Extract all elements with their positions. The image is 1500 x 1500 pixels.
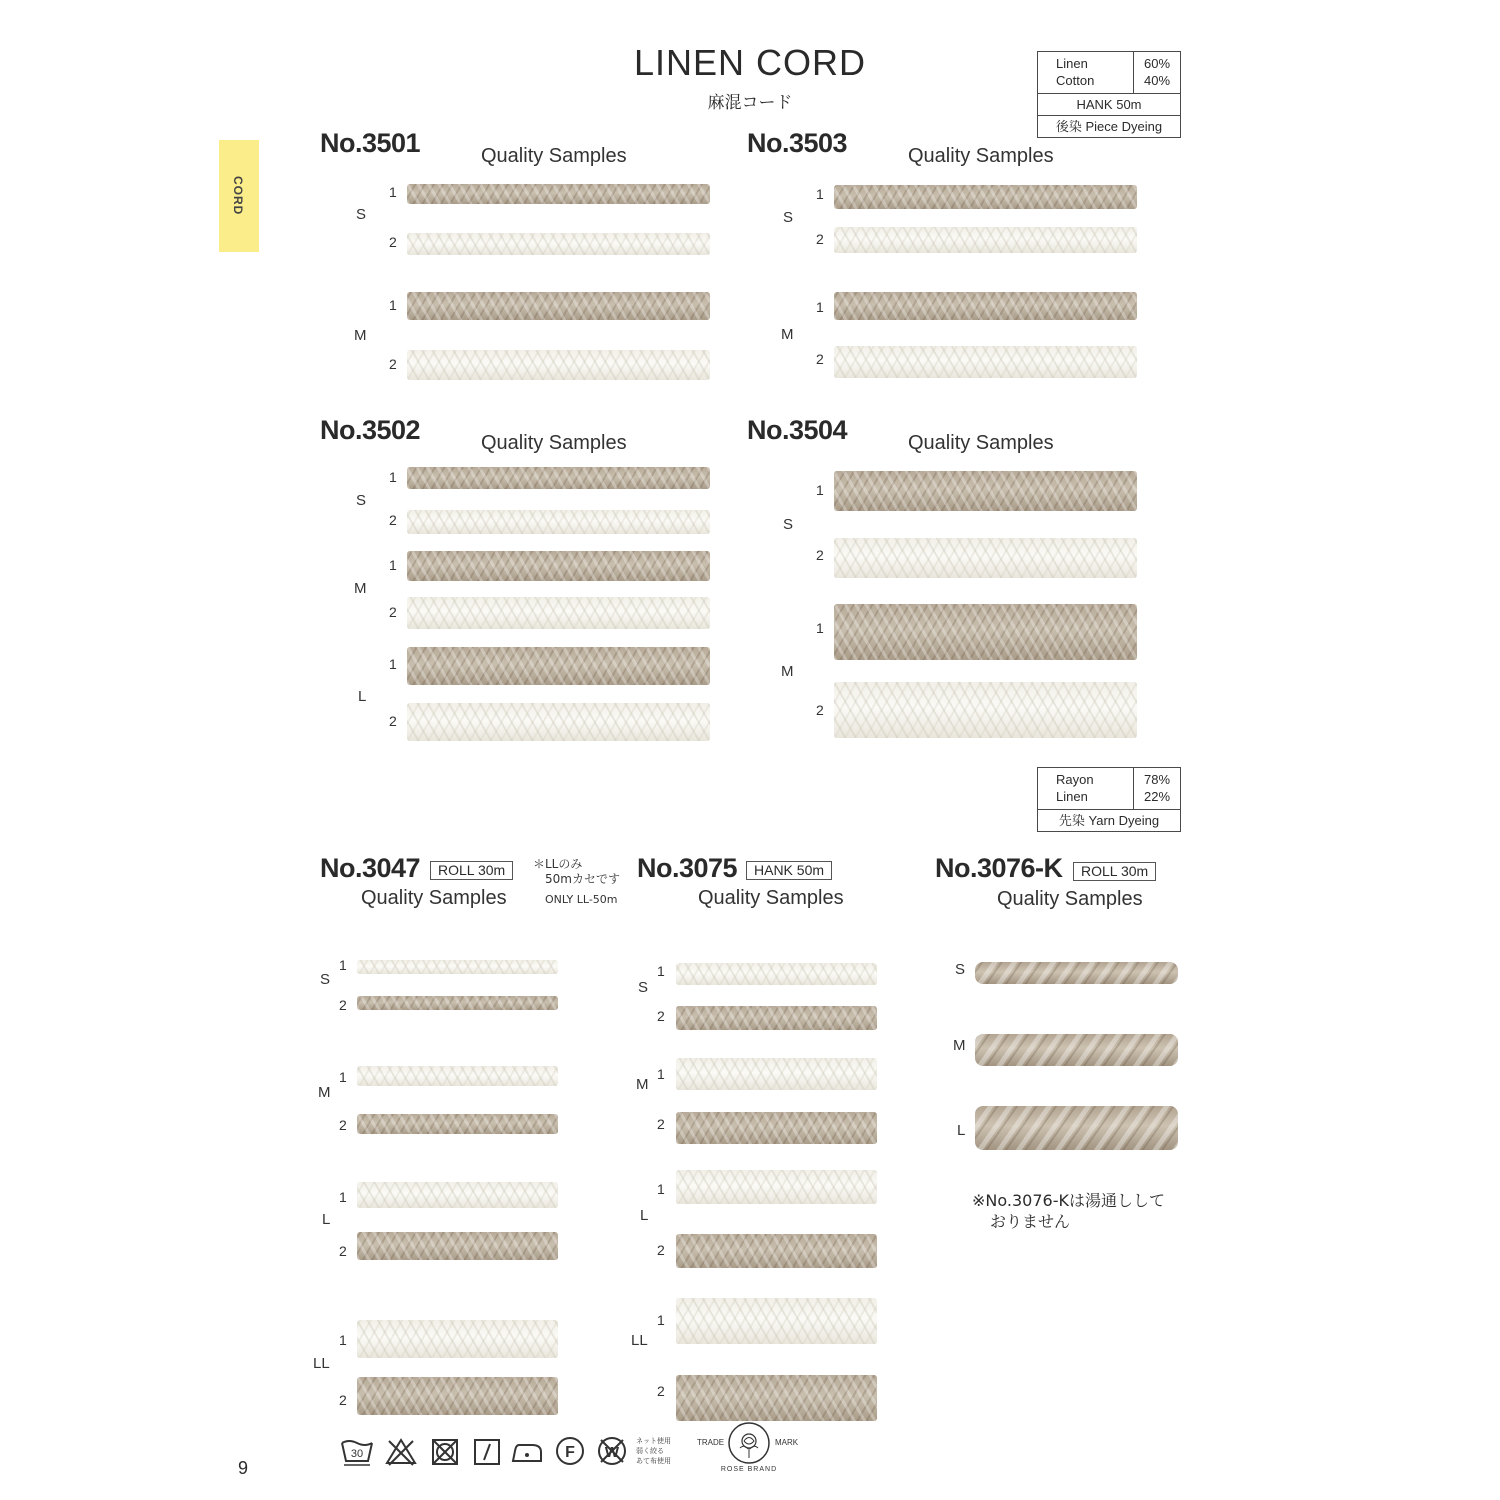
- row-number: 2: [816, 351, 824, 367]
- size-label: LL: [313, 1355, 330, 1372]
- cord-swatch: [407, 292, 710, 320]
- row-number: 2: [389, 512, 397, 528]
- row-number: 1: [816, 299, 824, 315]
- quality-samples-label: Quality Samples: [481, 145, 627, 167]
- no-wet-clean-icon: [595, 1436, 629, 1466]
- cord-swatch: [975, 1034, 1178, 1066]
- dry-clean-f-icon: [553, 1436, 587, 1466]
- size-label: M: [781, 326, 794, 343]
- fiber-name: Linen: [1056, 56, 1088, 71]
- spec-table-bottom: [1037, 767, 1181, 832]
- cord-swatch: [676, 963, 877, 985]
- trademark-left: TRADE: [697, 1438, 725, 1447]
- size-label: L: [957, 1122, 966, 1139]
- care-note: ネット使用: [636, 1437, 671, 1445]
- spec-pack: HANK 50m: [1076, 97, 1142, 112]
- product-number: No.3502: [320, 415, 421, 445]
- quality-samples-label: Quality Samples: [997, 888, 1143, 910]
- row-number: 1: [657, 1066, 665, 1082]
- size-label: M: [318, 1084, 331, 1101]
- row-number: 1: [657, 1181, 665, 1197]
- cord-swatch: [407, 703, 710, 741]
- row-number: 1: [389, 469, 397, 485]
- row-number: 1: [389, 557, 397, 573]
- size-label: M: [781, 663, 794, 680]
- size-label: M: [354, 580, 367, 597]
- cord-swatch: [407, 184, 710, 204]
- treatment-note-line: ※No.3076-Kは湯通しして: [972, 1191, 1165, 1210]
- iron-icon: [510, 1437, 544, 1467]
- cord-swatch: [676, 1112, 877, 1144]
- quality-samples-label: Quality Samples: [698, 887, 844, 909]
- row-number: 1: [339, 1332, 347, 1348]
- cord-swatch: [834, 346, 1137, 378]
- size-label: S: [783, 209, 794, 226]
- cord-swatch: [834, 292, 1137, 320]
- size-label: S: [783, 516, 794, 533]
- product-number: No.3504: [747, 415, 848, 445]
- cord-swatch: [407, 467, 710, 489]
- size-label: S: [356, 492, 367, 509]
- cord-swatch: [676, 1234, 877, 1268]
- fiber-pct: 78%: [1144, 772, 1171, 787]
- no-tumble-dry-icon: [428, 1437, 462, 1467]
- size-label: S: [638, 979, 649, 996]
- row-number: 2: [339, 1392, 347, 1408]
- category-tab-label: CORD: [231, 176, 245, 216]
- size-label: S: [320, 971, 331, 988]
- product-number: No.3501: [320, 128, 421, 158]
- size-label: S: [955, 961, 966, 978]
- quality-samples-label: Quality Samples: [481, 432, 627, 454]
- line-dry-icon: [470, 1437, 504, 1467]
- size-label: L: [358, 688, 367, 705]
- row-number: 2: [657, 1242, 665, 1258]
- row-number: 1: [339, 957, 347, 973]
- row-number: 2: [816, 547, 824, 563]
- cord-swatch: [357, 1320, 558, 1358]
- ll-note: 50mカセです: [545, 872, 620, 886]
- product-number: No.3503: [747, 128, 848, 158]
- cord-swatch: [357, 1182, 558, 1208]
- row-number: 1: [657, 1312, 665, 1328]
- product-number: No.3076-K: [935, 853, 1063, 883]
- care-notes: [636, 1436, 671, 1466]
- cord-swatch: [407, 350, 710, 380]
- pack-badge: ROLL 30m: [1073, 862, 1156, 881]
- quality-samples-label: Quality Samples: [908, 145, 1054, 167]
- row-number: 1: [657, 963, 665, 979]
- cord-swatch: [407, 510, 710, 534]
- row-number: 2: [339, 1117, 347, 1133]
- pack-badge: HANK 50m: [746, 861, 832, 880]
- row-number: 1: [339, 1189, 347, 1205]
- cord-swatch: [834, 185, 1137, 209]
- fiber-pct: 22%: [1144, 789, 1171, 804]
- page-subtitle: 麻混コード: [707, 93, 793, 113]
- care-note: 弱く絞る: [636, 1447, 664, 1455]
- trademark-brand: ROSE BRAND: [720, 1466, 778, 1473]
- category-tab: [219, 140, 259, 252]
- wash-temp: 30: [350, 1448, 364, 1460]
- row-number: 1: [816, 482, 824, 498]
- row-number: 1: [339, 1069, 347, 1085]
- quality-samples-label: Quality Samples: [361, 887, 507, 909]
- pack-badge: ROLL 30m: [430, 861, 513, 880]
- row-number: 1: [816, 620, 824, 636]
- cord-swatch: [357, 960, 558, 974]
- size-label: LL: [631, 1332, 648, 1349]
- treatment-note: [972, 1190, 1165, 1232]
- quality-samples-label: Quality Samples: [908, 432, 1054, 454]
- product-number: No.3075: [637, 853, 738, 883]
- cord-swatch: [676, 1058, 877, 1090]
- cord-swatch: [407, 551, 710, 581]
- row-number: 1: [389, 656, 397, 672]
- row-number: 2: [389, 356, 397, 372]
- cord-swatch: [975, 962, 1178, 984]
- row-number: 2: [389, 713, 397, 729]
- trademark-right: MARK: [775, 1438, 799, 1447]
- spec-dye: 後染 Piece Dyeing: [1055, 119, 1163, 134]
- cord-swatch: [834, 471, 1137, 511]
- cord-swatch: [676, 1375, 877, 1421]
- cord-swatch: [834, 538, 1137, 578]
- row-number: 2: [657, 1008, 665, 1024]
- fiber-name: Cotton: [1056, 73, 1095, 88]
- size-label: L: [322, 1211, 331, 1228]
- fiber-name: Linen: [1056, 789, 1088, 804]
- cord-swatch: [357, 1114, 558, 1134]
- no-bleach-icon: [384, 1437, 418, 1467]
- cord-swatch: [407, 233, 710, 255]
- spec-table-top: [1037, 51, 1181, 138]
- cord-swatch: [407, 647, 710, 685]
- row-number: 2: [339, 997, 347, 1013]
- cord-swatch: [357, 1232, 558, 1260]
- row-number: 1: [816, 186, 824, 202]
- row-number: 2: [389, 234, 397, 250]
- cord-swatch: [975, 1106, 1178, 1150]
- page-title: LINEN CORD: [633, 42, 867, 83]
- cord-swatch: [407, 597, 710, 629]
- fiber-pct: 40%: [1144, 73, 1171, 88]
- treatment-note-line: おりません: [990, 1212, 1071, 1231]
- row-number: 2: [389, 604, 397, 620]
- row-number: 1: [389, 184, 397, 200]
- size-label: M: [953, 1037, 966, 1054]
- wet-clean-letter: W: [604, 1444, 620, 1461]
- spec-dye: 先染 Yarn Dyeing: [1058, 813, 1160, 828]
- cord-swatch: [834, 227, 1137, 253]
- cord-swatch: [834, 604, 1137, 660]
- care-note: あて布使用: [636, 1457, 671, 1465]
- cord-swatch: [676, 1170, 877, 1204]
- row-number: 2: [339, 1243, 347, 1259]
- size-label: L: [640, 1207, 649, 1224]
- row-number: 2: [816, 702, 824, 718]
- row-number: 2: [657, 1383, 665, 1399]
- wash-30-icon: [340, 1437, 374, 1467]
- size-label: M: [636, 1076, 649, 1093]
- ll-note: ONLY LL-50m: [545, 893, 618, 906]
- size-label: S: [356, 206, 367, 223]
- cord-swatch: [834, 682, 1137, 738]
- page-number: 9: [238, 1458, 249, 1478]
- size-label: M: [354, 327, 367, 344]
- cord-swatch: [676, 1006, 877, 1030]
- cord-swatch: [357, 1377, 558, 1415]
- cord-swatch: [357, 996, 558, 1010]
- row-number: 1: [389, 297, 397, 313]
- dry-clean-letter: F: [565, 1444, 575, 1461]
- row-number: 2: [657, 1116, 665, 1132]
- row-number: 2: [816, 231, 824, 247]
- cord-swatch: [357, 1066, 558, 1086]
- ll-note: ＊LLのみ: [533, 857, 583, 871]
- fiber-name: Rayon: [1056, 772, 1094, 787]
- fiber-pct: 60%: [1144, 56, 1171, 71]
- product-number: No.3047: [320, 853, 421, 883]
- cord-swatch: [676, 1298, 877, 1344]
